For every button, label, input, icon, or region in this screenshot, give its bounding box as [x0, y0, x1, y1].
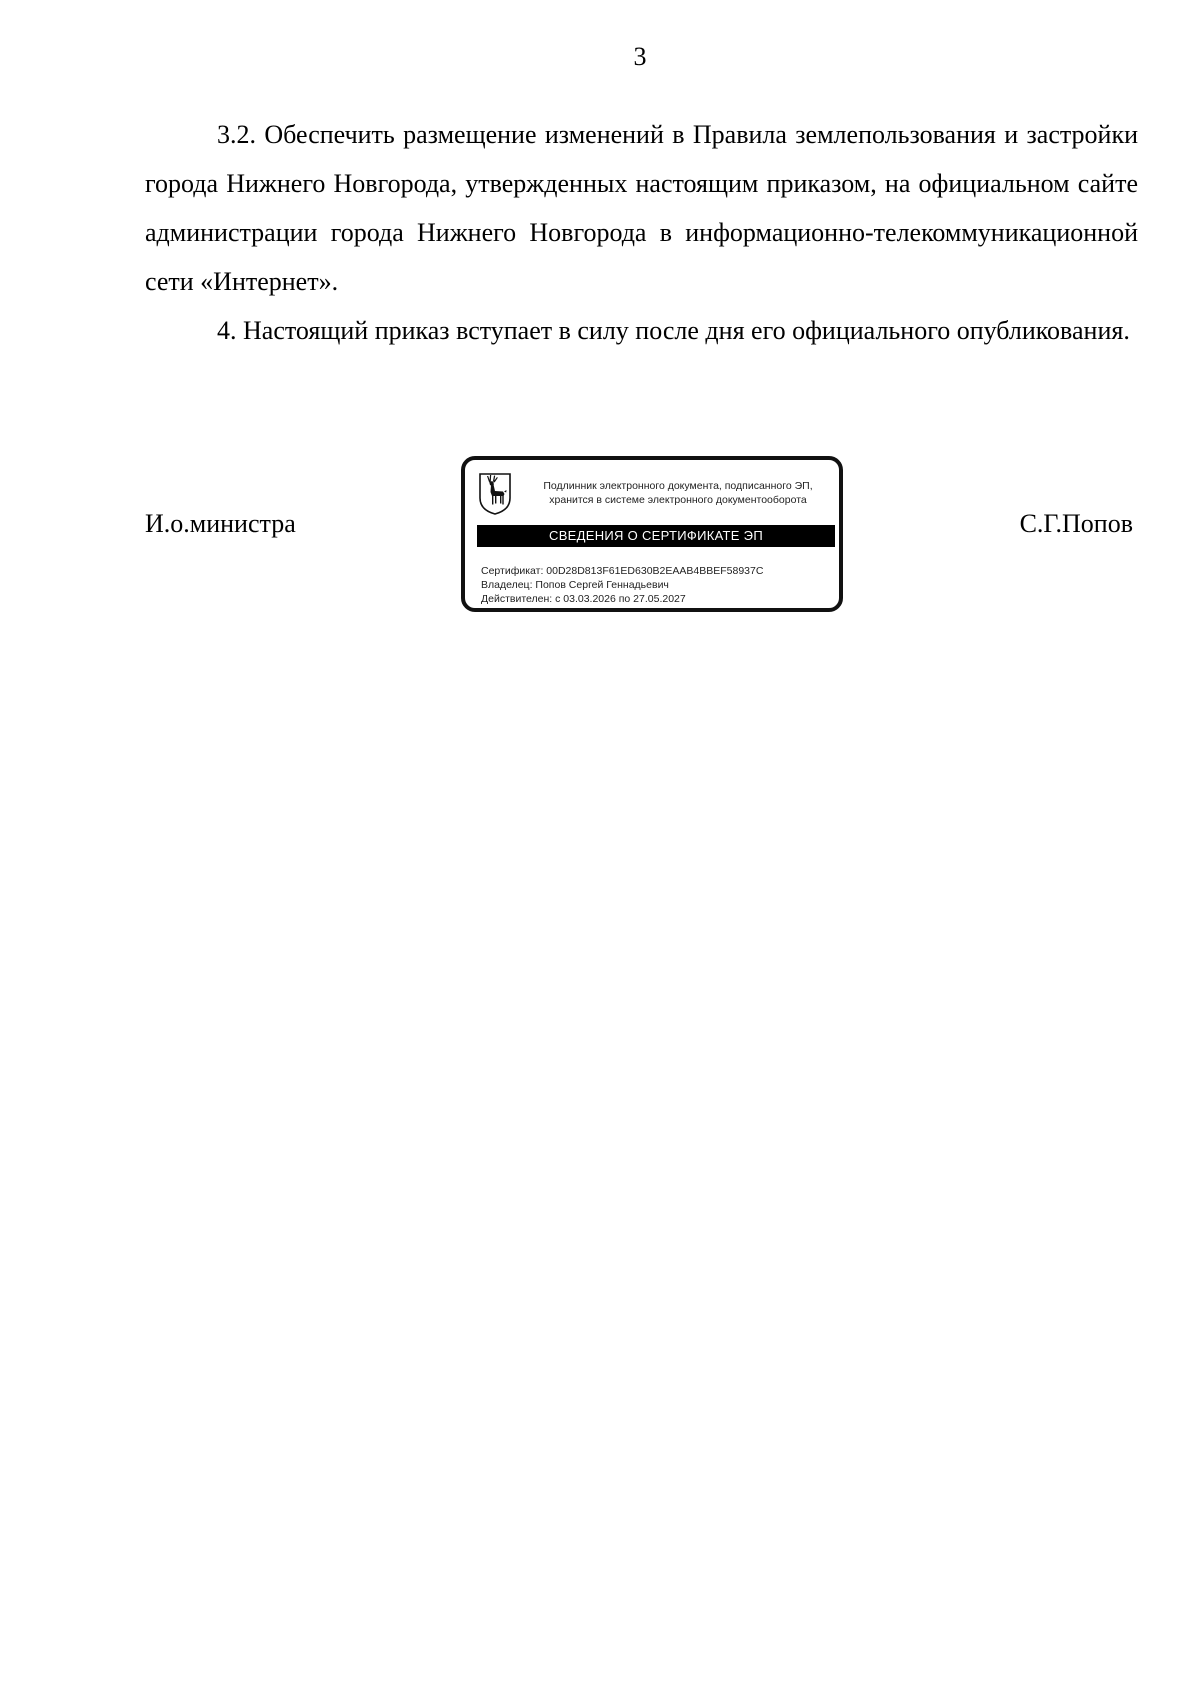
- certificate-owner: Владелец: Попов Сергей Геннадьевич: [481, 579, 669, 591]
- signatory-role: И.о.министра: [145, 509, 296, 538]
- stamp-header-line-1: Подлинник электронного документа, подписанного ЭП,: [543, 480, 813, 492]
- coat-of-arms-icon: [478, 472, 512, 516]
- certificate-title-bar: СВЕДЕНИЯ О СЕРТИФИКАТЕ ЭП: [477, 525, 835, 547]
- page-number: 3: [633, 42, 647, 71]
- certificate-details: [481, 564, 763, 606]
- certificate-number: Сертификат: 00D28D813F61ED630B2EAAB4BBEF58937C: [481, 565, 764, 577]
- stamp-header-line-2: хранится в системе электронного документооборота: [549, 494, 807, 506]
- stamp-header: [527, 479, 829, 507]
- paragraph-3-2: 3.2. Обеспечить размещение изменений в Правила землепользования и застройки города Нижнего Новгорода, утвержденных настоящим приказом, на официальном сайте администрации города Нижнего Новгорода в информационно-телекоммуникационной сети «Интернет».: [145, 120, 1138, 296]
- certificate-validity: Действителен: с 03.03.2026 по 27.05.2027: [481, 593, 686, 605]
- signatory-name: С.Г.Попов: [1019, 509, 1133, 538]
- document-body: [145, 110, 1138, 355]
- paragraph-4: 4. Настоящий приказ вступает в силу после дня его официального опубликования.: [217, 316, 1130, 345]
- electronic-signature-stamp: [461, 456, 843, 612]
